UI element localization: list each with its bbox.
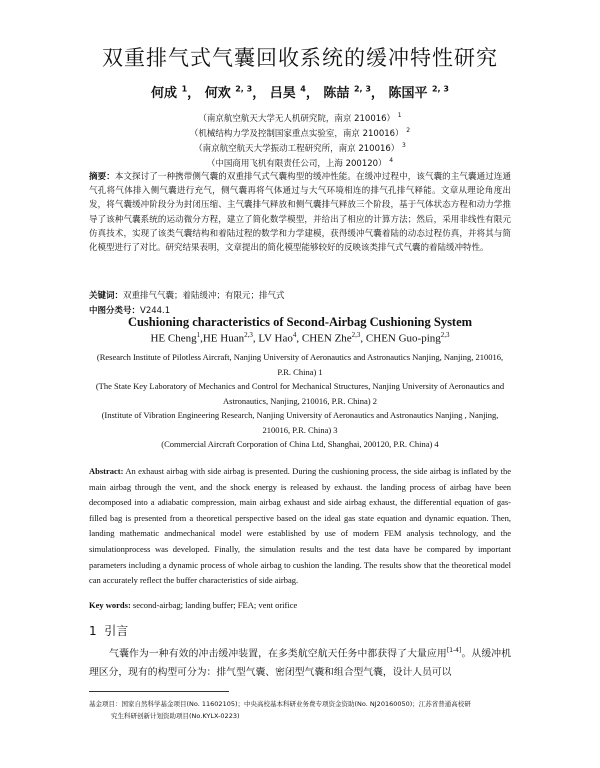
author-en: HE Huan: [202, 332, 245, 345]
footnote-line-2: 究生科研创新计划资助项目(No.KYLX-0223): [111, 712, 240, 720]
keywords-chinese: [89, 289, 285, 301]
author-sup: 2,3: [244, 331, 253, 339]
affiliation-text: （南京航空航天大学无人机研究院，南京 210016）: [198, 113, 396, 124]
classification-label: 中图分类号：: [89, 306, 141, 316]
keywords-english: [89, 600, 297, 610]
author-en: LV Hao: [258, 332, 293, 345]
footnote-funding: [89, 698, 511, 722]
author-sup: 1: [196, 331, 201, 339]
footnote-line-1: 基金项目：国家自然科学基金项目(No. 11602105)；中央高校基本科研业务费专项资金资助(No. NJ20160050)；江苏省普通高校研: [89, 700, 471, 708]
author-cn: 陈国平: [388, 86, 428, 101]
affiliation-cn-3: [0, 140, 600, 155]
section-title: 引言: [104, 624, 129, 638]
keywords-label: Key words:: [89, 600, 131, 610]
affiliation-text: （机械结构力学及控制国家重点实验室，南京 210016）: [189, 128, 404, 139]
author-cn: 陈喆: [323, 86, 350, 101]
author-sup: 4: [292, 331, 297, 339]
abstract-english: [89, 464, 511, 589]
abstract-text: 本文探讨了一种携带侧气囊的双重排气式气囊构型的缓冲性能。在缓冲过程中，该气囊的主气囊通过连通气孔将气体排入侧气囊进行充气，侧气囊再将气体通过与大气环境相连的排气孔排气释能。文章从理论角度出发，将气囊缓冲阶段分为封闭压缩、主气囊排气释放和侧气囊排气释放三个阶段，基于气体状态方程和动力学推导了该种气囊系统的运动微分方程，建立了简化数学模型，并给出了相应的计算方法；然后，采用非线性有限元仿真技术，实现了该类气囊结构和着陆过程的数学和力学建模，获得缓冲气囊着陆的动态过程仿真，并将其与简化模型进行了对比。研究结果表明，文章提出的简化模型能够较好的反映该类排气式气囊的着陆缓冲特性。: [89, 172, 511, 254]
author-en: CHEN Zhe: [301, 332, 352, 345]
affiliation-cn-2: [0, 125, 600, 140]
affiliation-en-1: (Research Institute of Pilotless Aircraft, Nanjing University of Aeronautics and Astronautics Nanjing, Nanjing, 210016, P.R. China) 1: [96, 352, 504, 377]
abstract-label: 摘要：: [89, 172, 115, 182]
affiliations-english: [95, 350, 505, 452]
author-en: HE Cheng: [150, 332, 197, 345]
affiliation-cn-4: [0, 155, 600, 170]
authors-chinese: 何成 $^1$， 何欢 $^{2, 3}$， 吕昊 $^4$， 陈喆 $^{2, 3}$， 陈国平 $^{2, 3}$: [151, 84, 449, 101]
author-en: CHEN Guo-ping: [365, 332, 441, 345]
affiliation-sup: 1: [397, 112, 402, 119]
affiliation-en-2: (The State Key Laboratory of Mechanics and Control for Mechanical Structures, Nanjing University of Aeronautics and Astronautics, Nanjing, 210016, P.R. China) 2: [95, 381, 505, 406]
authors-english: HE Cheng$^1$,HE Huan$^{2,3}$, LV Hao$^4$, CHEN Zhe$^{2,3}$, CHEN Guo-ping$^{2,3}$: [150, 331, 450, 345]
abstract-label: Abstract:: [89, 466, 124, 476]
author-cn: 吕昊: [269, 86, 296, 101]
author-cn: 何成: [151, 86, 178, 101]
author-sup: 2,3: [440, 331, 450, 339]
keywords-text: second-airbag; landing buffer; FEA; vent orifice: [132, 600, 298, 610]
affiliation-sup: 4: [389, 157, 394, 164]
intro-paragraph: [89, 641, 511, 682]
author-sup: 1: [181, 84, 188, 94]
intro-text-cont: 。从缓冲机理区分，现有的构型可分为：排气型气囊、密闭型气囊和组合型气囊，设计人员可以: [89, 648, 512, 679]
footnote-divider: [89, 691, 229, 692]
affiliation-en-4: (Commercial Aircraft Corporation of China Ltd, Shanghai, 200120, P.R. China) 4: [161, 439, 439, 449]
section-heading-intro: [89, 622, 128, 639]
affiliation-text: （中国商用飞机有限责任公司，上海 200120）: [206, 158, 387, 169]
citation: [1-4]: [446, 647, 462, 654]
affiliation-sup: 3: [402, 142, 406, 149]
intro-text: 气囊作为一种有效的冲击缓冲装置，在多类航空航天任务中都获得了大量应用: [109, 648, 447, 660]
title-chinese: 双重排气式气囊回收系统的缓冲特性研究: [102, 46, 498, 70]
affiliation-text: （南京航空航天大学振动工程研究所，南京 210016）: [194, 143, 400, 154]
affiliation-sup: 2: [406, 127, 411, 134]
author-sup: 4: [300, 84, 306, 94]
keywords-text: 双重排气气囊；着陆缓冲；有限元；排气式: [123, 291, 285, 301]
author-sup: 2, 3: [431, 84, 449, 94]
keywords-label: 关键词：: [89, 291, 124, 301]
author-sup: 2, 3: [235, 84, 253, 94]
author-cn: 何欢: [204, 86, 231, 101]
title-english: Cushioning characteristics of Second-Airbag Cushioning System: [127, 315, 473, 329]
classification-text: V244.1: [140, 306, 171, 316]
author-sup: 2,3: [351, 331, 361, 339]
author-sup: 2, 3: [353, 84, 371, 94]
affiliation-cn-1: [0, 110, 600, 125]
affiliation-en-3: (Institute of Vibration Engineering Research, Nanjing University of Aeronautics and Astronautics Nanjing , Nanjing, 210016, P.R. China) 3: [101, 410, 499, 435]
section-number: 1: [89, 624, 97, 638]
abstract-text: An exhaust airbag with side airbag is presented. During the cushioning process, the side airbag is inflated by the main airbag through the vent, and the shock energy is released by exhaust. the landing process of airbag have been decomposed into a adiabatic compression, main airbag exhaust and side airbag exhaust, the differential equation of gas-filled bag is presented from a theoretical perspective based on the ideal gas state equation and dynamic equation. Then, landing mathematic andmechanical model were established by use of modern FEM analysis technology, and the simulationprocess was developed. Finally, the simulation results and the test data have be compared by important parameters including a dynamic process of whole airbag to cushion the landing. The results show that the theoretical model can accurately reflect the buffer characteristics of side airbag.: [89, 466, 511, 586]
abstract-chinese: [89, 170, 511, 255]
